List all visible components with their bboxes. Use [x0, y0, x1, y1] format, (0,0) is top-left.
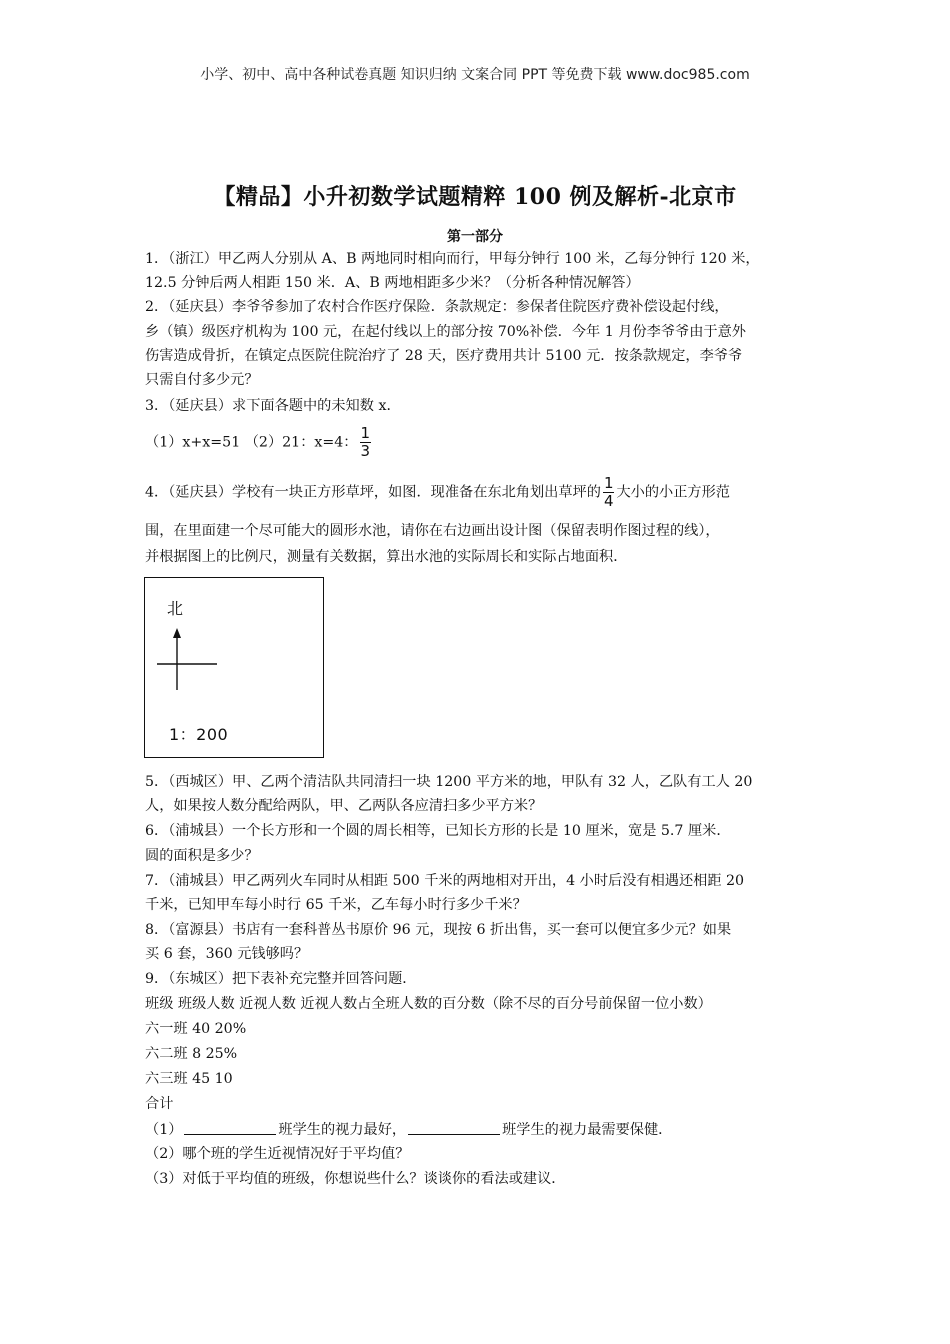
q4-line1-b: 大小的小正方形范 — [616, 484, 730, 501]
lawn-figure — [144, 577, 324, 758]
q9-line1: 9．（东城区）把下表补充完整并回答问题． — [145, 971, 417, 987]
north-arrow-icon — [173, 628, 181, 638]
q4-line1-a: 4．（延庆县）学校有一块正方形草坪，如图．现准备在东北角划出草坪的 — [145, 484, 601, 501]
q5-line1: 5．（西城区）甲、乙两个清洁队共同清扫一块 1200 平方米的地，甲队有 32 人，乙队有工人 20 — [145, 774, 753, 790]
q1-line2: 12.5 分钟后两人相距 150 米．A、B 两地相距多少米？（分析各种情况解答） — [145, 275, 640, 291]
q3-line1: 3．（延庆县）求下面各题中的未知数 x． — [145, 398, 401, 414]
q6-line2: 圆的面积是多少？ — [145, 848, 259, 864]
q9-sub1 — [145, 1119, 672, 1140]
q8-line1: 8．（富源县）书店有一套科普丛书原价 96 元，现按 6 折出售，买一套可以便宜多少元？如果 — [145, 922, 732, 938]
q6-line1: 6．（浦城县）一个长方形和一个圆的周长相等，已知长方形的长是 10 厘米，宽是 5.7 厘米． — [145, 823, 731, 839]
q9-sub2: （2）哪个班的学生近视情况好于平均值？ — [145, 1146, 410, 1162]
north-label: 北 — [167, 599, 184, 618]
q9-table-header: 班级 班级人数 近视人数 近视人数占全班人数的百分数（除不尽的百分号前保留一位小数） — [145, 996, 712, 1012]
q4-line3: 并根据图上的比例尺，测量有关数据，算出水池的实际周长和实际占地面积． — [145, 549, 628, 565]
answer-blank-2[interactable] — [408, 1119, 500, 1135]
q3-frac-den: 3 — [360, 442, 371, 460]
q5-line2: 人，如果按人数分配给两队，甲、乙两队各应清扫多少平方米？ — [145, 798, 543, 814]
table-row: 合计 — [145, 1096, 174, 1112]
q4-frac-num: 1 — [603, 474, 614, 492]
q7-line1: 7．（浦城县）甲乙两列火车同时从相距 500 千米的两地相对开出，4 小时后没有相遇还相距 20 — [145, 873, 745, 889]
page-title: 【精品】小升初数学试题精粹 100 例及解析-北京市 — [213, 184, 737, 210]
q1-line1: 1．（浙江）甲乙两人分别从 A、B 两地同时相向而行，甲每分钟行 100 米，乙每分钟行 120 米， — [145, 251, 760, 267]
q9-sub1-b: 班学生的视力最好， — [278, 1122, 407, 1138]
answer-blank-1[interactable] — [184, 1119, 276, 1135]
q7-line2: 千米，已知甲车每小时行 65 千米，乙车每小时行多少千米？ — [145, 897, 527, 913]
table-row: 六一班 40 20% — [145, 1021, 247, 1037]
table-row: 六三班 45 10 — [145, 1071, 233, 1087]
scale-label: 1：200 — [169, 725, 229, 744]
q4-frac-den: 4 — [603, 492, 614, 510]
q2-line2: 乡（镇）级医疗机构为 100 元，在起付线以上的部分按 70%补偿．今年 1 月份李爷爷由于意外 — [145, 324, 746, 340]
q9-sub3: （3）对低于平均值的班级，你想说些什么？谈谈你的看法或建议． — [145, 1171, 566, 1187]
q3-fraction — [360, 426, 372, 459]
section-title: 第一部分 — [447, 229, 503, 245]
q4-line1 — [145, 476, 730, 509]
q8-line2: 买 6 套，360 元钱够吗？ — [145, 946, 309, 962]
q9-sub1-a: （1） — [145, 1122, 183, 1138]
q2-line1: 2．（延庆县）李爷爷参加了农村合作医疗保险．条款规定：参保者住院医疗费补偿设起付线， — [145, 299, 729, 315]
page-header: 小学、初中、高中各种试卷真题 知识归纳 文案合同 PPT 等免费下载 www.doc985.com — [200, 67, 750, 83]
q9-sub1-c: 班学生的视力最需要保健． — [502, 1122, 673, 1138]
q2-line4: 只需自付多少元？ — [145, 372, 259, 388]
q3-equations: （1）x+x=51 （2）21：x=4： — [145, 434, 358, 451]
q3-line2 — [145, 426, 373, 459]
q3-frac-num: 1 — [360, 424, 371, 442]
q2-line3: 伤害造成骨折，在镇定点医院住院治疗了 28 天，医疗费用共计 5100 元．按条款规定，李爷爷 — [145, 348, 743, 364]
q4-fraction — [603, 476, 615, 509]
table-row: 六二班 8 25% — [145, 1046, 238, 1062]
q4-line2: 围，在里面建一个尽可能大的圆形水池，请你在右边画出设计图（保留表明作图过程的线）， — [145, 523, 720, 539]
